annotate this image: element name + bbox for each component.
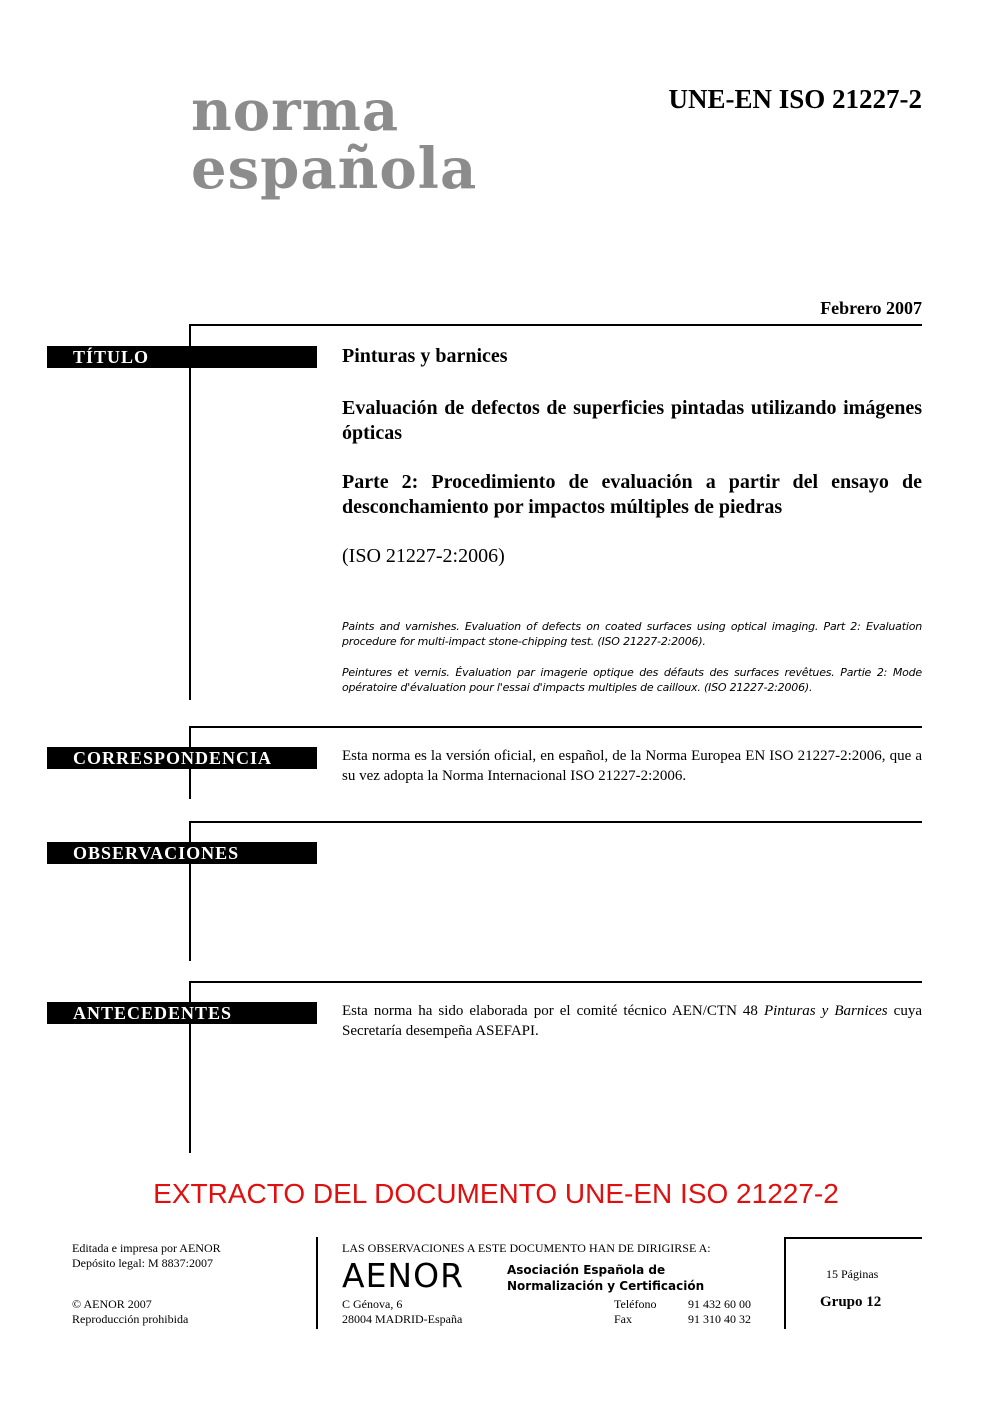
telefono-label: Teléfono <box>614 1297 657 1311</box>
footer-deposito: Depósito legal: M 8837:2007 <box>72 1256 213 1270</box>
fax-value: 91 310 40 32 <box>688 1312 751 1326</box>
footer-address <box>342 1297 462 1327</box>
aenor-logo: AENOR <box>342 1256 465 1295</box>
fax-label: Fax <box>614 1312 632 1326</box>
price-group: Grupo 12 <box>820 1294 882 1310</box>
correspondencia-label: CORRESPONDENCIA <box>47 747 317 769</box>
telefono-value: 91 432 60 00 <box>688 1297 751 1311</box>
correspondencia-text: Esta norma es la versión oficial, en español, de la Norma Europea EN ISO 21227-2:2006, que a su vez adopta la Norma Internacional ISO 21227-2:2006. <box>342 748 922 784</box>
brand-line-2: española <box>191 136 478 202</box>
footer-divider-left <box>316 1237 318 1329</box>
antecedentes-top-rule <box>189 981 922 983</box>
footer-box-side-rule <box>784 1237 786 1329</box>
antecedentes-label: ANTECEDENTES <box>47 1002 317 1024</box>
brand-title <box>191 78 478 202</box>
address-line-2: 28004 MADRID-España <box>342 1312 463 1326</box>
title-english: Paints and varnishes. Evaluation of defects on coated surfaces using optical imaging. Part 2: Evaluation procedure for multi-impact stone-chipping test. (ISO 21227-2:2006). <box>342 620 922 648</box>
footer-observaciones-notice: LAS OBSERVACIONES A ESTE DOCUMENTO HAN DE DIRIGIRSE A: <box>342 1241 711 1255</box>
titulo-label: TÍTULO <box>47 346 317 368</box>
correspondencia-top-rule <box>189 726 922 728</box>
footer-copyright-info <box>72 1297 188 1327</box>
standard-code: UNE-EN ISO 21227-2 <box>668 84 922 114</box>
publication-date: Febrero 2007 <box>820 298 922 318</box>
footer-contact-values <box>688 1297 751 1327</box>
assoc-line-1: Asociación Española de <box>507 1263 666 1277</box>
footer-box-top-rule <box>784 1237 922 1239</box>
footer-contact-labels <box>614 1297 656 1327</box>
title-main: Pinturas y barnices <box>342 345 508 367</box>
antecedentes-text-part2: cuya Secretaría desempeña ASEFAPI. <box>342 1003 922 1039</box>
page-count: 15 Páginas <box>826 1267 879 1281</box>
committee-name: Pinturas y Barnices <box>763 1003 888 1019</box>
footer-edition-info <box>72 1241 221 1271</box>
observaciones-top-rule <box>189 821 922 823</box>
iso-reference: (ISO 21227-2:2006) <box>342 545 505 567</box>
title-subtitle-1: Evaluación de defectos de superficies pintadas utilizando imágenes ópticas <box>342 397 922 444</box>
assoc-line-2: Normalización y Certificación <box>507 1279 705 1293</box>
footer-edited: Editada e impresa por AENOR <box>72 1241 221 1255</box>
titulo-side-rule <box>189 324 191 700</box>
antecedentes-text <box>342 1001 922 1041</box>
title-french: Peintures et vernis. Évaluation par imagerie optique des défauts des surfaces revêtues. Partie 2: Mode opératoire d'évaluation pour l'essai d'impacts multiples de cailloux. (ISO 21227-2:2006). <box>342 666 922 694</box>
observaciones-label: OBSERVACIONES <box>47 842 317 864</box>
titulo-top-rule <box>189 324 922 326</box>
address-line-1: C Génova, 6 <box>342 1297 403 1311</box>
title-subtitle-2: Parte 2: Procedimiento de evaluación a partir del ensayo de desconchamiento por impactos múltiples de piedras <box>342 471 922 518</box>
footer-copyright: © AENOR 2007 <box>72 1297 152 1311</box>
antecedentes-text-part1: Esta norma ha sido elaborada por el comité técnico AEN/CTN 48 <box>342 1003 764 1019</box>
footer-reproduction: Reproducción prohibida <box>72 1312 189 1326</box>
extract-notice: EXTRACTO DEL DOCUMENTO UNE-EN ISO 21227-2 <box>153 1178 839 1209</box>
aenor-association-name <box>507 1262 704 1294</box>
brand-line-1: norma <box>191 78 400 144</box>
